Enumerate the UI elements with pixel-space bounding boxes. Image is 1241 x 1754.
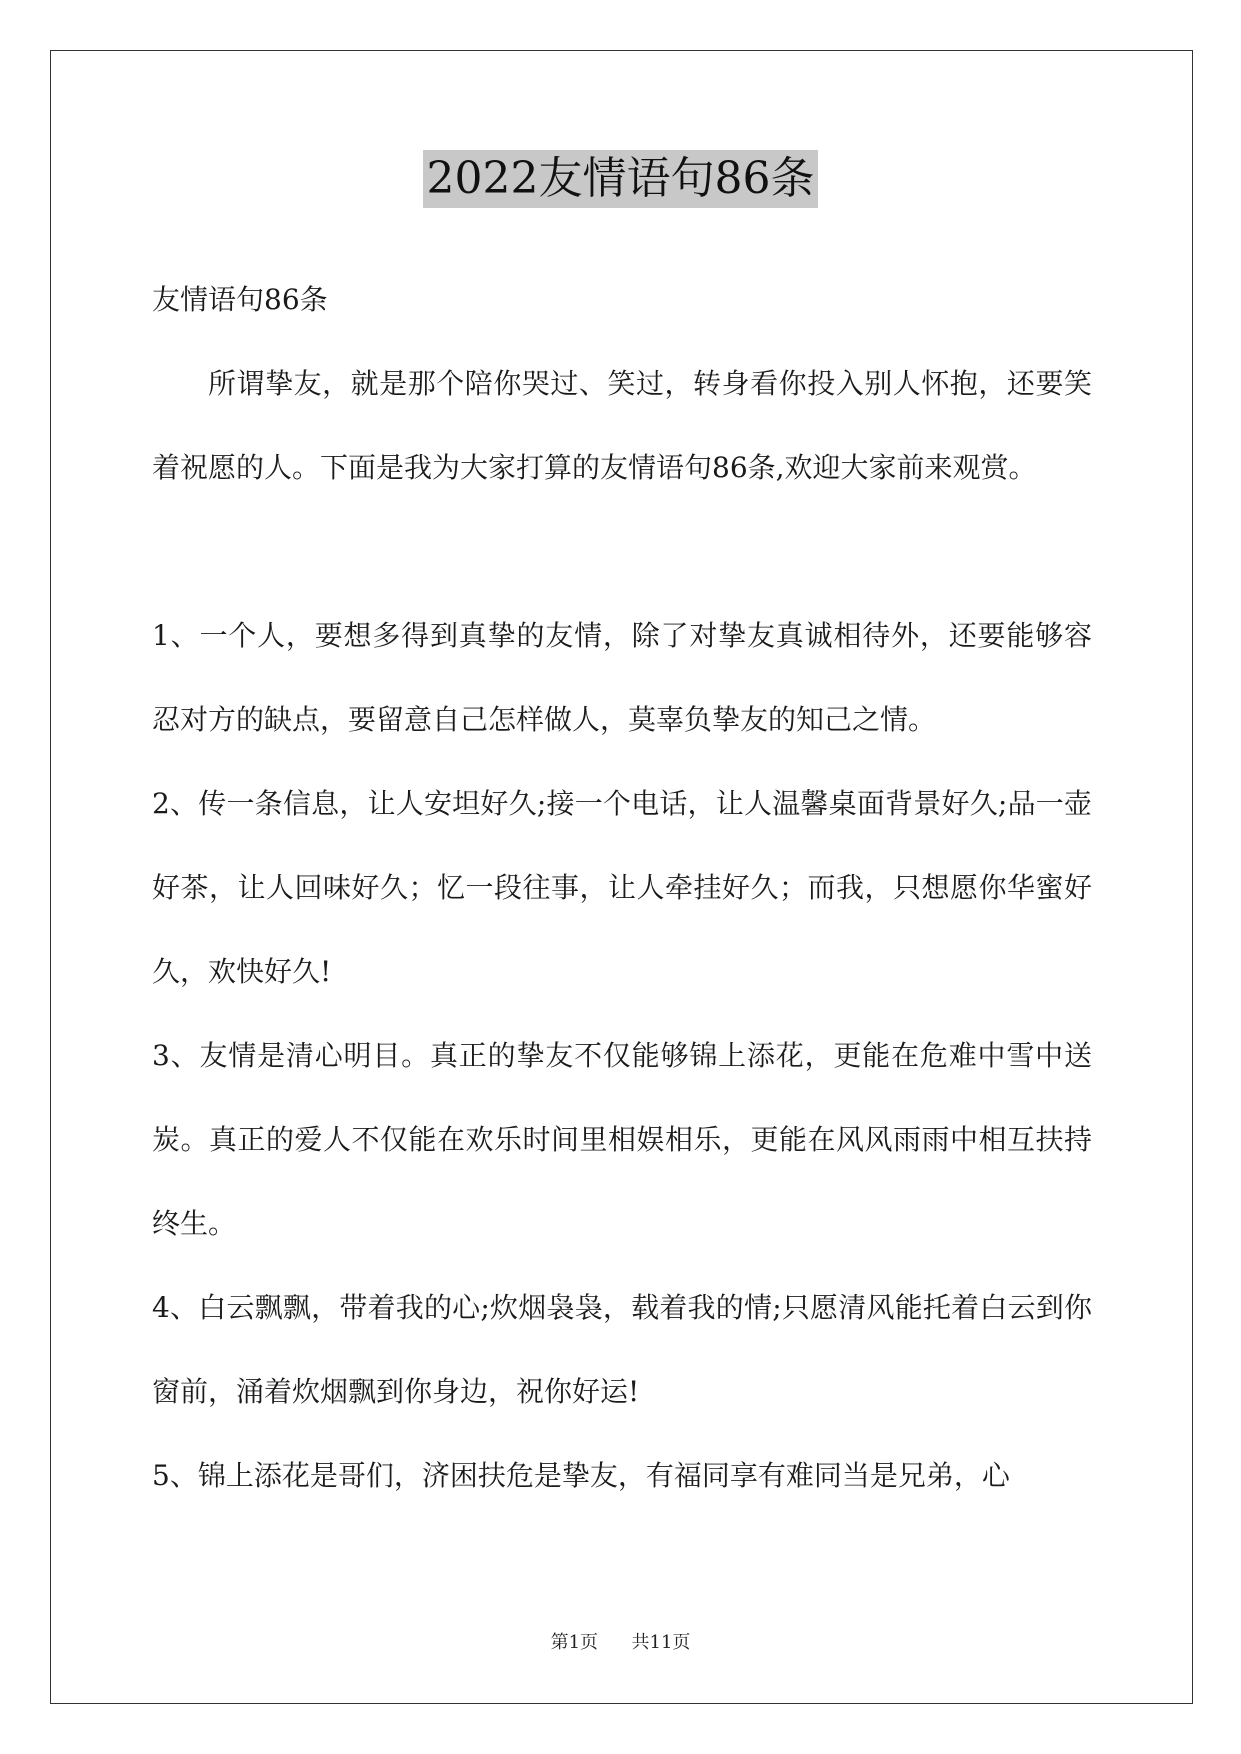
- page-total: 共11页: [631, 1632, 691, 1653]
- page-number: 第1页: [550, 1632, 599, 1653]
- title-container: [0, 150, 1241, 208]
- document-body: [152, 258, 1092, 1518]
- list-item: 3、友情是清心明目。真正的挚友不仅能够锦上添花，更能在危难中雪中送炭。真正的爱人不仅能在欢乐时间里相娱相乐，更能在风风雨雨中相互扶持终生。: [152, 1039, 1092, 1240]
- intro-paragraph: 所谓挚友，就是那个陪你哭过、笑过，转身看你投入别人怀抱，还要笑着祝愿的人。下面是我为大家打算的友情语句86条,欢迎大家前来观赏。: [152, 367, 1092, 484]
- list-item: 4、白云飘飘，带着我的心;炊烟袅袅，载着我的情;只愿清风能托着白云到你窗前，涌着炊烟飘到你身边，祝你好运!: [152, 1291, 1092, 1408]
- page-footer: [0, 1628, 1241, 1654]
- spacer: [152, 510, 1092, 594]
- list-item: 2、传一条信息，让人安坦好久;接一个电话，让人温馨桌面背景好久;品一壶好茶，让人回味好久；忆一段往事，让人牵挂好久；而我，只想愿你华蜜好久，欢快好久!: [152, 787, 1092, 988]
- document-title: 2022友情语句86条: [423, 150, 819, 208]
- list-item: 1、一个人，要想多得到真挚的友情，除了对挚友真诚相待外，还要能够容忍对方的缺点，要留意自己怎样做人，莫辜负挚友的知己之情。: [152, 619, 1092, 736]
- document-subtitle: 友情语句86条: [152, 283, 328, 316]
- list-item: 5、锦上添花是哥们，济困扶危是挚友，有福同享有难同当是兄弟，心: [152, 1459, 1010, 1492]
